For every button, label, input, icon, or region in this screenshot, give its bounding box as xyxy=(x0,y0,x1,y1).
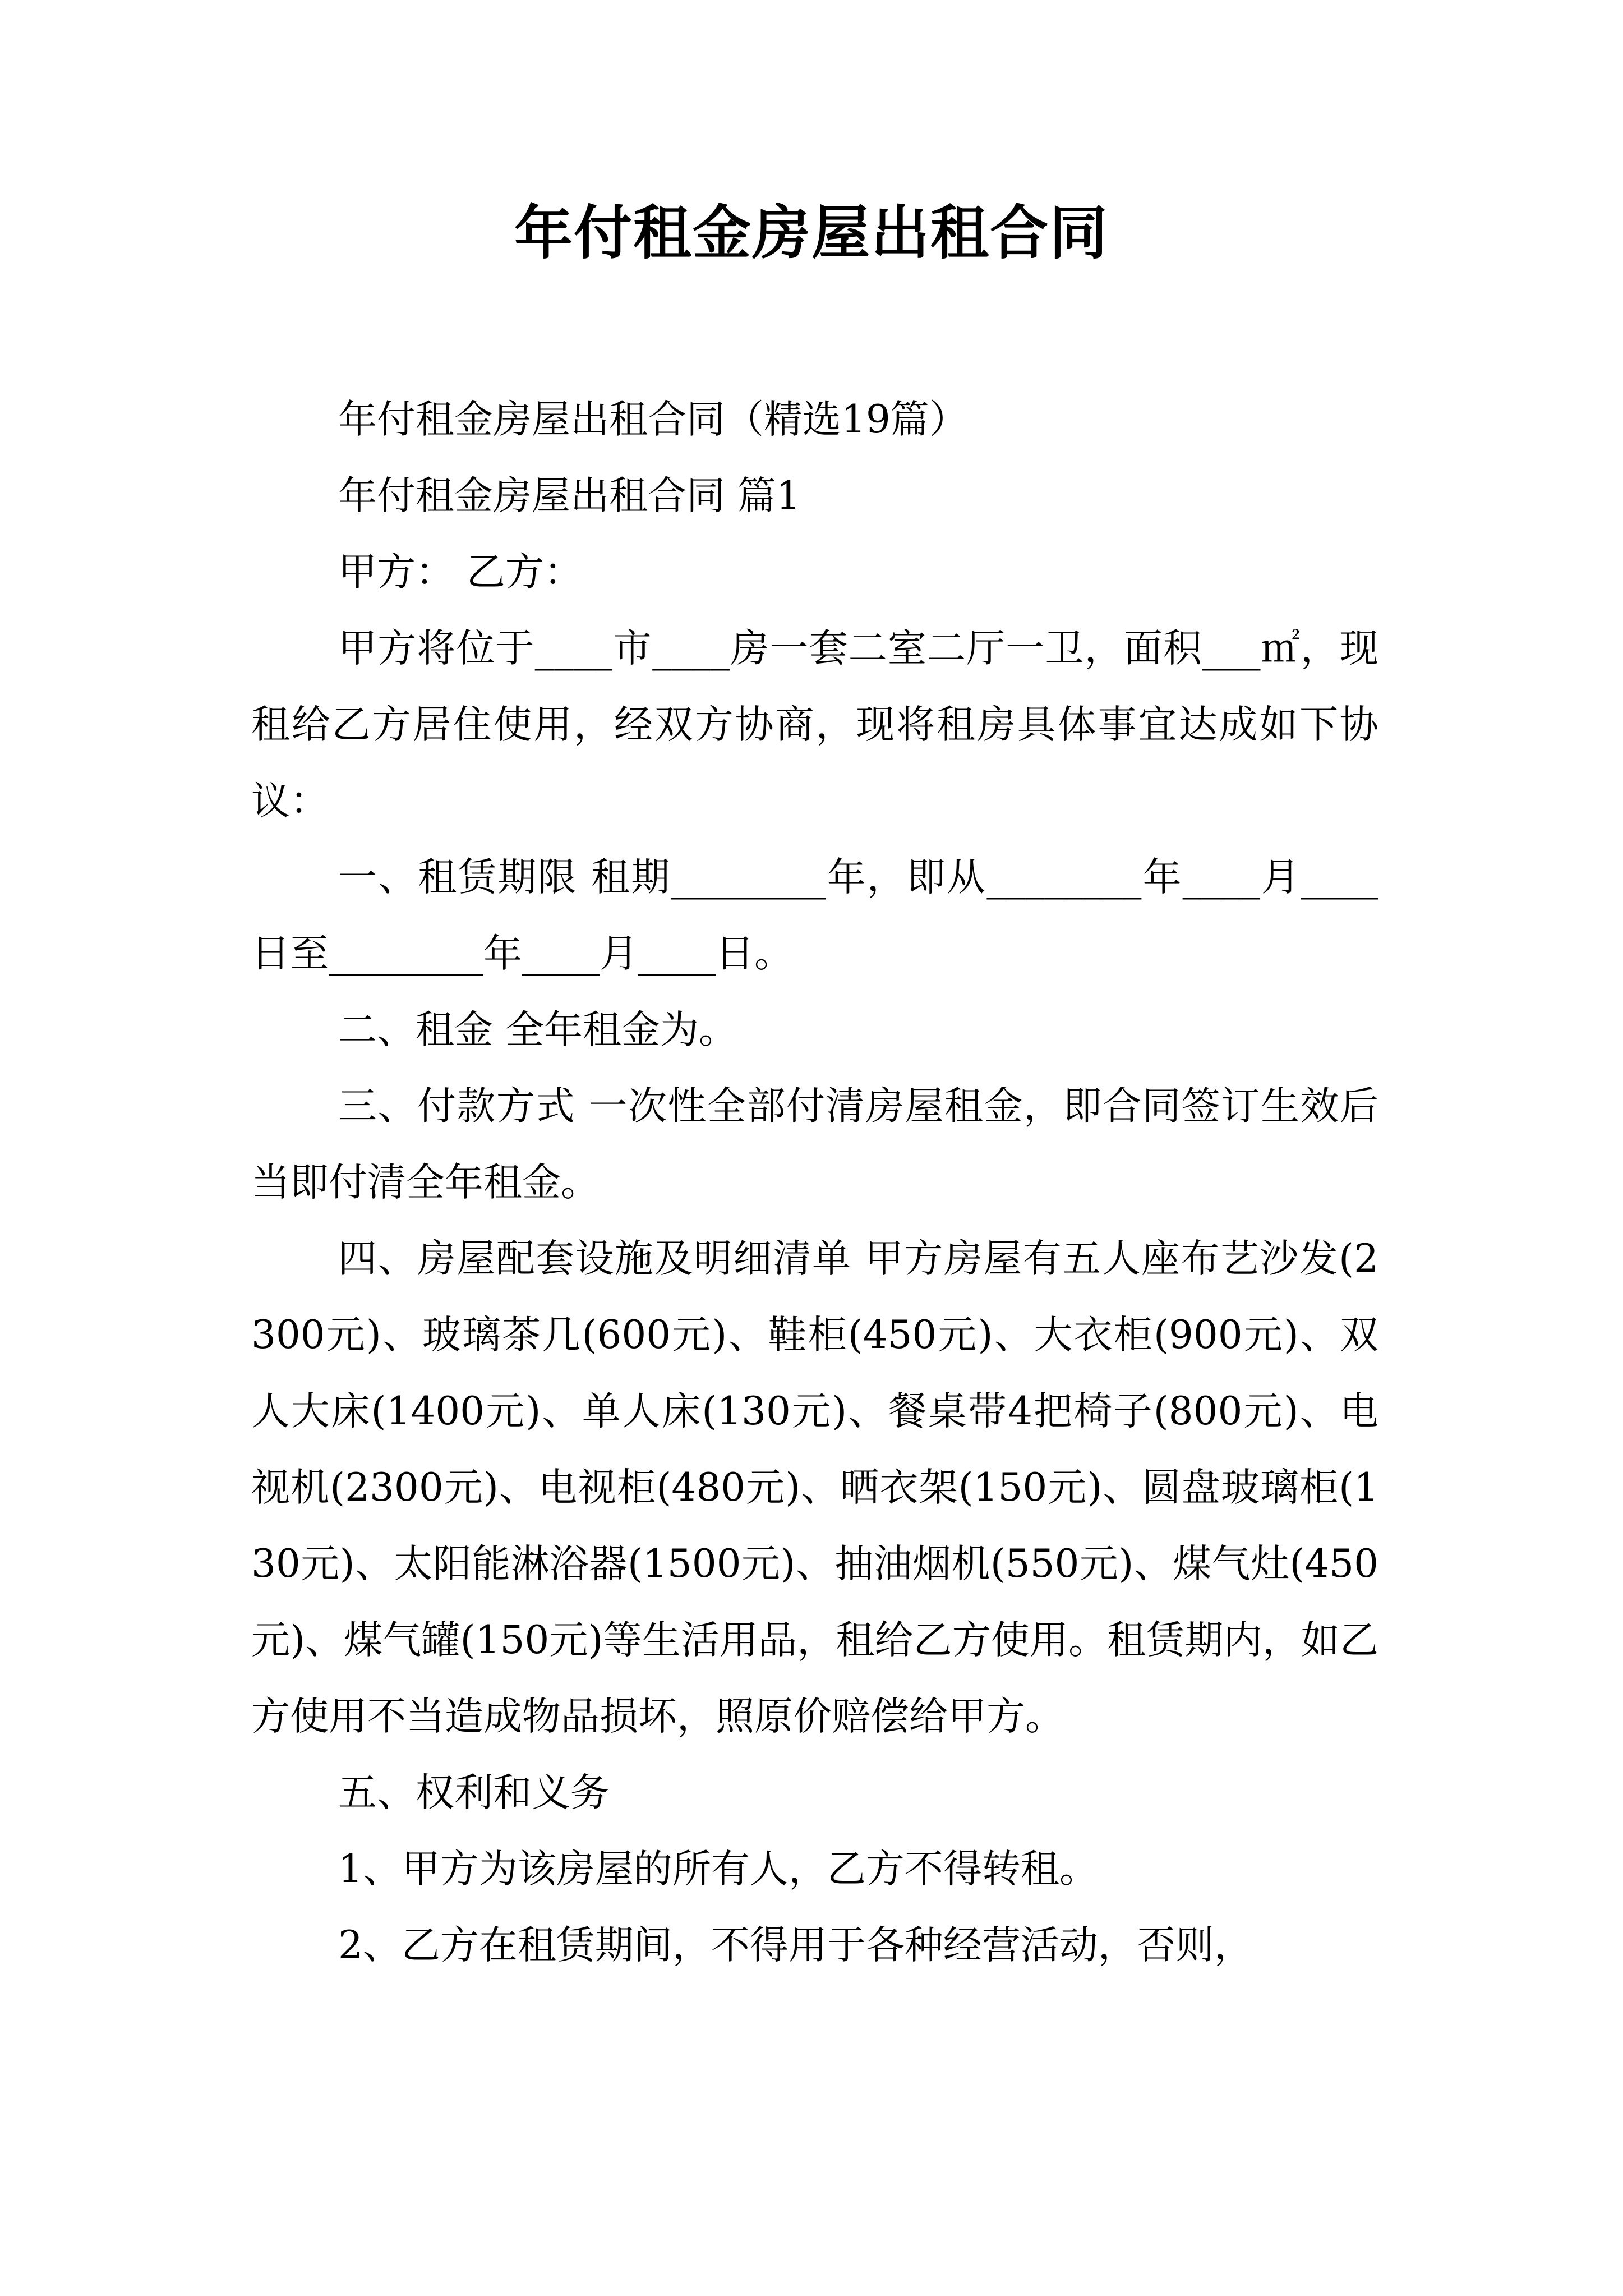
document-body xyxy=(251,381,1378,1984)
paragraph-subtitle: 年付租金房屋出租合同（精选19篇） xyxy=(338,397,968,442)
paragraph-payment-method: 三、付款方式 一次性全部付清房屋租金，即合同签订生效后当即付清全年租金。 xyxy=(251,1084,1378,1205)
paragraph-facilities-list: 四、房屋配套设施及明细清单 甲方房屋有五人座布艺沙发(2300元)、玻璃茶几(600元)、鞋柜(450元)、大衣柜(900元)、双人大床(1400元)、单人床(130元)、餐桌带4把椅子(800元)、电视机(2300元)、电视柜(480元)、晒衣架(150元)、圆盘玻璃柜(130元)、太阳能淋浴器(1500元)、抽油烟机(550元)、煤气灶(450元)、煤气罐(150元)等生活用品，租给乙方使用。租赁期内，如乙方使用不当造成物品损坏，照原价赔偿给甲方。 xyxy=(251,1236,1378,1739)
paragraph-rent: 二、租金 全年租金为。 xyxy=(338,1007,737,1052)
paragraph-parties: 甲方： 乙方： xyxy=(338,550,583,595)
paragraph-rights-heading: 五、权利和义务 xyxy=(338,1770,609,1815)
paragraph-section-heading: 年付租金房屋出租合同 篇1 xyxy=(338,473,801,518)
document-title: 年付租金房屋出租合同 xyxy=(514,198,1109,267)
paragraph-lease-term: 一、租赁期限 租期________年，即从________年____月____日至________年____月____日。 xyxy=(251,855,1378,976)
paragraph-clause-1: 1、甲方为该房屋的所有人，乙方不得转租。 xyxy=(338,1847,1098,1892)
paragraph-property-description: 甲方将位于____市____房一套二室二厅一卫，面积___㎡，现租给乙方居住使用，经双方协商，现将租房具体事宜达成如下协议： xyxy=(251,626,1378,823)
paragraph-clause-2: 2、乙方在租赁期间，不得用于各种经营活动，否则， xyxy=(338,1923,1253,1968)
